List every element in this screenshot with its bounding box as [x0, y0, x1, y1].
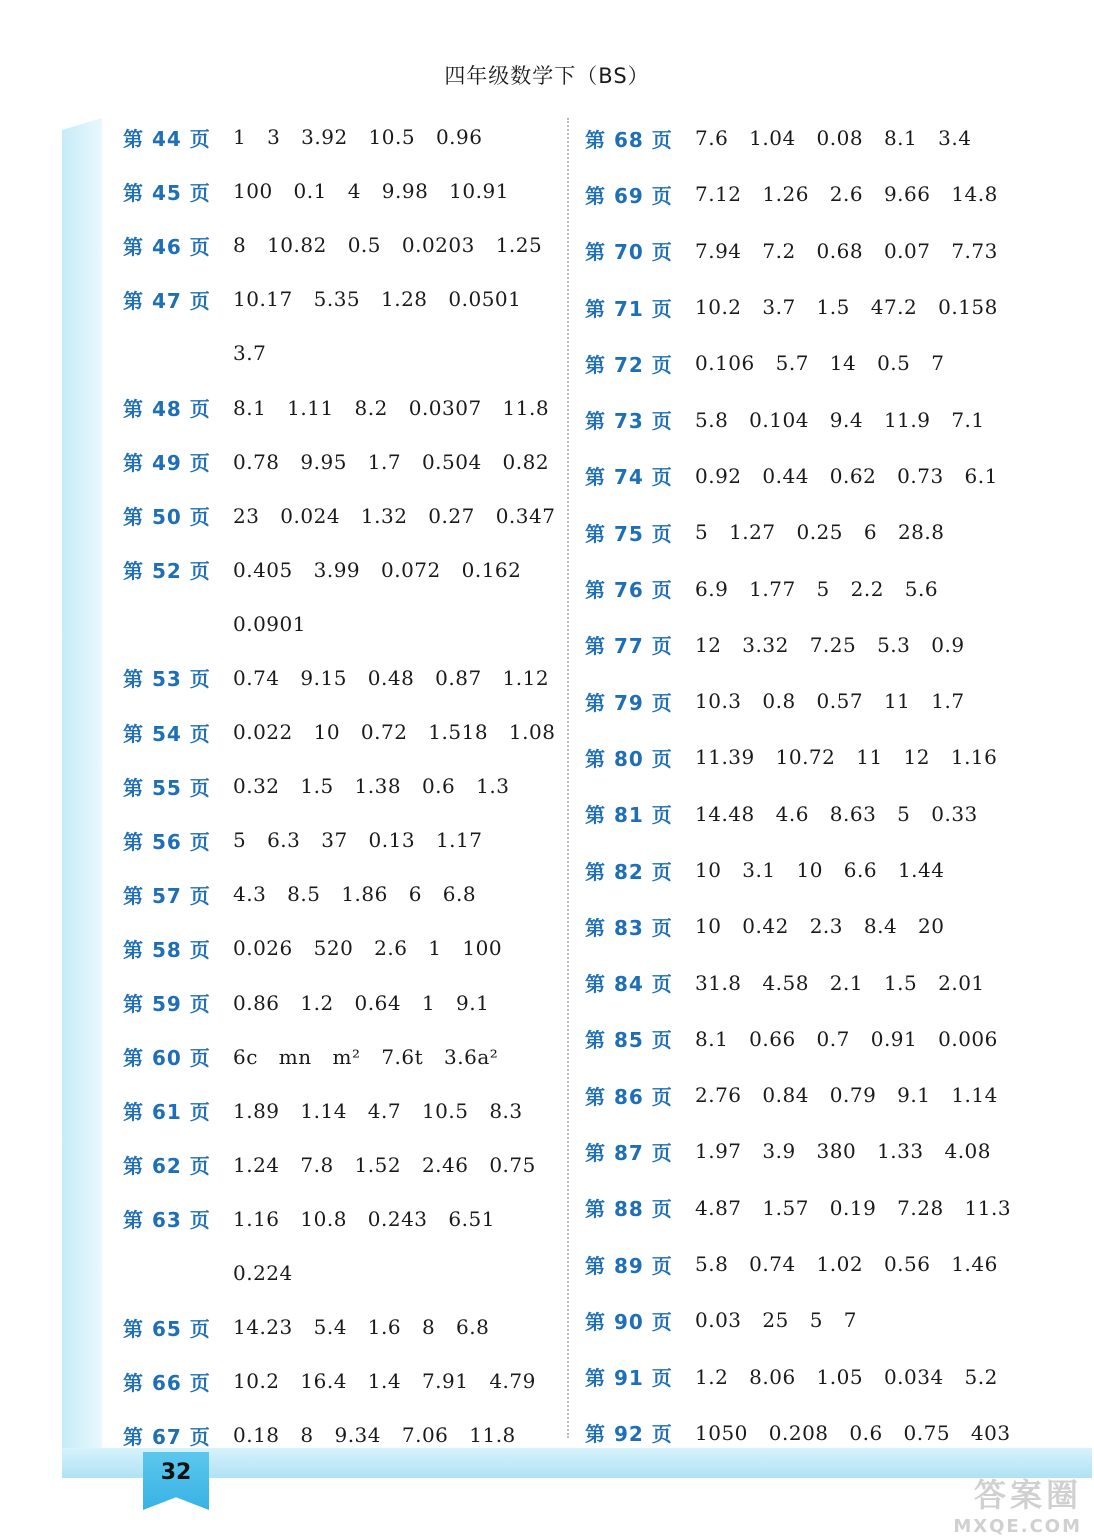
answer-values: 0.0901 [233, 611, 306, 636]
answer-row [585, 110, 1011, 166]
answer-values: 11.39 10.72 11 12 1.16 [695, 745, 998, 770]
page-label: 第 62 页 [123, 1154, 211, 1179]
answer-row [123, 1192, 555, 1246]
answer-row [585, 786, 1011, 842]
answer-values: 0.106 5.7 14 0.5 7 [695, 351, 945, 376]
page-label: 第 48 页 [123, 397, 211, 422]
answer-values: 1.24 7.8 1.52 2.46 0.75 [233, 1152, 536, 1177]
page-label: 第 90 页 [585, 1309, 673, 1334]
answer-row-continuation [123, 597, 555, 651]
page-number: 32 [160, 1460, 192, 1485]
answer-row [585, 954, 1011, 1010]
page-label: 第 50 页 [123, 505, 211, 530]
answer-values: 5 1.27 0.25 6 28.8 [695, 520, 945, 545]
answer-values: 0.022 10 0.72 1.518 1.08 [233, 720, 556, 745]
answer-values: 8.1 0.66 0.7 0.91 0.006 [695, 1026, 998, 1051]
answer-row [585, 1292, 1011, 1348]
answer-column-right [585, 110, 1011, 1461]
answer-row [123, 1354, 555, 1408]
answer-values: 7.12 1.26 2.6 9.66 14.8 [695, 182, 998, 207]
page-label: 第 54 页 [123, 721, 211, 746]
watermark-url: MXQE.COM [953, 1516, 1082, 1537]
page-label: 第 81 页 [585, 803, 673, 828]
page-label: 第 85 页 [585, 1028, 673, 1053]
page-label: 第 65 页 [123, 1316, 211, 1341]
answer-row [585, 1123, 1011, 1179]
answer-values: 0.86 1.2 0.64 1 9.1 [233, 990, 490, 1015]
left-decorative-band [62, 118, 102, 1463]
page-label: 第 89 页 [585, 1253, 673, 1278]
page-label: 第 70 页 [585, 240, 673, 265]
page-label: 第 57 页 [123, 883, 211, 908]
page-label: 第 79 页 [585, 690, 673, 715]
answer-row [585, 560, 1011, 616]
answer-row [585, 279, 1011, 335]
answer-row-continuation [123, 1246, 555, 1300]
page-label: 第 66 页 [123, 1370, 211, 1395]
answer-row [585, 1180, 1011, 1236]
answer-row [123, 813, 555, 867]
answer-values: 5.8 0.104 9.4 11.9 7.1 [695, 407, 985, 432]
answer-values: 12 3.32 7.25 5.3 0.9 [695, 632, 965, 657]
answer-values: 1 3 3.92 10.5 0.96 [233, 125, 483, 150]
watermark-logo [912, 1470, 1082, 1537]
page-label: 第 46 页 [123, 234, 211, 259]
page-label: 第 61 页 [123, 1100, 211, 1125]
answer-row [585, 673, 1011, 729]
answer-row [585, 391, 1011, 447]
page-label: 第 84 页 [585, 972, 673, 997]
answer-row [123, 867, 555, 921]
answer-values: 10.2 16.4 1.4 7.91 4.79 [233, 1369, 536, 1394]
page-label: 第 52 页 [123, 559, 211, 584]
answer-values: 8 10.82 0.5 0.0203 1.25 [233, 233, 543, 258]
page-label: 第 67 页 [123, 1424, 211, 1449]
answer-values: 0.74 9.15 0.48 0.87 1.12 [233, 665, 550, 690]
answer-row [123, 164, 555, 218]
answer-values: 0.224 [233, 1261, 293, 1286]
answer-row [123, 218, 555, 272]
page-label: 第 45 页 [123, 180, 211, 205]
answer-row [585, 1405, 1011, 1461]
answer-values: 10.3 0.8 0.57 11 1.7 [695, 689, 965, 714]
answer-row [123, 543, 555, 597]
answer-values: 1050 0.208 0.6 0.75 403 [695, 1420, 1011, 1445]
answer-row [585, 1067, 1011, 1123]
answer-values: 7.6 1.04 0.08 8.1 3.4 [695, 126, 972, 151]
page-label: 第 77 页 [585, 634, 673, 659]
answer-values: 0.92 0.44 0.62 0.73 6.1 [695, 463, 998, 488]
answer-row [123, 1138, 555, 1192]
page-label: 第 49 页 [123, 451, 211, 476]
page-label: 第 71 页 [585, 296, 673, 321]
answer-values: 4.3 8.5 1.86 6 6.8 [233, 882, 477, 907]
answer-column-left [123, 110, 555, 1462]
page-label: 第 82 页 [585, 859, 673, 884]
answer-values: 6c mn m² 7.6t 3.6a² [233, 1044, 499, 1069]
answer-values: 5 6.3 37 0.13 1.17 [233, 828, 483, 853]
page-label: 第 75 页 [585, 521, 673, 546]
answer-row [585, 729, 1011, 785]
page-label: 第 92 页 [585, 1422, 673, 1447]
answer-values: 0.03 25 5 7 [695, 1308, 858, 1333]
page-label: 第 63 页 [123, 1208, 211, 1233]
answer-values: 10.17 5.35 1.28 0.0501 [233, 287, 522, 312]
page-label: 第 44 页 [123, 126, 211, 151]
page-title: 四年级数学下（BS） [444, 64, 650, 88]
answer-values: 0.18 8 9.34 7.06 11.8 [233, 1423, 516, 1448]
answer-values: 100 0.1 4 9.98 10.91 [233, 179, 509, 204]
answer-row [123, 651, 555, 705]
watermark-text: 答案圈 [973, 1476, 1082, 1514]
answer-values: 14.48 4.6 8.63 5 0.33 [695, 801, 978, 826]
page-label: 第 91 页 [585, 1366, 673, 1391]
page-label: 第 47 页 [123, 288, 211, 313]
answer-row [123, 1408, 555, 1462]
answer-values: 0.405 3.99 0.072 0.162 [233, 557, 522, 582]
page-label: 第 74 页 [585, 465, 673, 490]
answer-values: 2.76 0.84 0.79 9.1 1.14 [695, 1083, 998, 1108]
answer-row [123, 435, 555, 489]
page-label: 第 68 页 [585, 127, 673, 152]
answer-values: 3.7 [233, 341, 267, 366]
answer-row [123, 489, 555, 543]
answer-values: 4.87 1.57 0.19 7.28 11.3 [695, 1195, 1012, 1220]
answer-row [585, 448, 1011, 504]
answer-row [585, 1349, 1011, 1405]
answer-row [123, 921, 555, 975]
answer-row [123, 1084, 555, 1138]
answer-values: 0.026 520 2.6 1 100 [233, 936, 503, 961]
answer-values: 0.32 1.5 1.38 0.6 1.3 [233, 774, 510, 799]
page-label: 第 88 页 [585, 1197, 673, 1222]
page-label: 第 76 页 [585, 578, 673, 603]
answer-row [585, 223, 1011, 279]
answer-values: 8.1 1.11 8.2 0.0307 11.8 [233, 395, 550, 420]
page-label: 第 58 页 [123, 937, 211, 962]
answer-row [123, 705, 555, 759]
page-label: 第 69 页 [585, 183, 673, 208]
page-label: 第 59 页 [123, 992, 211, 1017]
answer-values: 1.89 1.14 4.7 10.5 8.3 [233, 1098, 523, 1123]
answer-row [123, 976, 555, 1030]
answer-values: 0.78 9.95 1.7 0.504 0.82 [233, 449, 550, 474]
answer-values: 10 0.42 2.3 8.4 20 [695, 914, 945, 939]
page-label: 第 83 页 [585, 915, 673, 940]
answer-row [123, 272, 555, 326]
answer-values: 7.94 7.2 0.68 0.07 7.73 [695, 238, 998, 263]
answer-values: 14.23 5.4 1.6 8 6.8 [233, 1315, 490, 1340]
answer-row [585, 1236, 1011, 1292]
answer-values: 10 3.1 10 6.6 1.44 [695, 858, 945, 882]
answer-row [585, 617, 1011, 673]
answer-row [123, 759, 555, 813]
page-label: 第 53 页 [123, 667, 211, 692]
page-label: 第 55 页 [123, 775, 211, 800]
page-label: 第 60 页 [123, 1046, 211, 1071]
answer-row [585, 335, 1011, 391]
answer-row [585, 504, 1011, 560]
answer-values: 5.8 0.74 1.02 0.56 1.46 [695, 1252, 998, 1277]
page-label: 第 86 页 [585, 1084, 673, 1109]
page-label: 第 72 页 [585, 352, 673, 377]
answer-row [123, 110, 555, 164]
page-label: 第 56 页 [123, 829, 211, 854]
column-divider [567, 118, 569, 1438]
answer-row [585, 842, 1011, 898]
answer-row [123, 1300, 555, 1354]
answer-row-continuation [123, 326, 555, 380]
answer-row [123, 380, 555, 434]
answer-row [585, 1011, 1011, 1067]
answer-values: 1.2 8.06 1.05 0.034 5.2 [695, 1364, 998, 1389]
answer-values: 31.8 4.58 2.1 1.5 2.01 [695, 970, 985, 995]
answer-values: 1.97 3.9 380 1.33 4.08 [695, 1139, 992, 1164]
answer-values: 23 0.024 1.32 0.27 0.347 [233, 503, 556, 528]
page-label: 第 80 页 [585, 746, 673, 771]
answer-row [585, 166, 1011, 222]
page-label: 第 87 页 [585, 1140, 673, 1165]
answer-row [585, 898, 1011, 954]
answer-row [123, 1030, 555, 1084]
page-label: 第 73 页 [585, 409, 673, 434]
answer-values: 6.9 1.77 5 2.2 5.6 [695, 576, 939, 601]
answer-values: 10.2 3.7 1.5 47.2 0.158 [695, 295, 998, 320]
answer-values: 1.16 10.8 0.243 6.51 [233, 1206, 495, 1231]
